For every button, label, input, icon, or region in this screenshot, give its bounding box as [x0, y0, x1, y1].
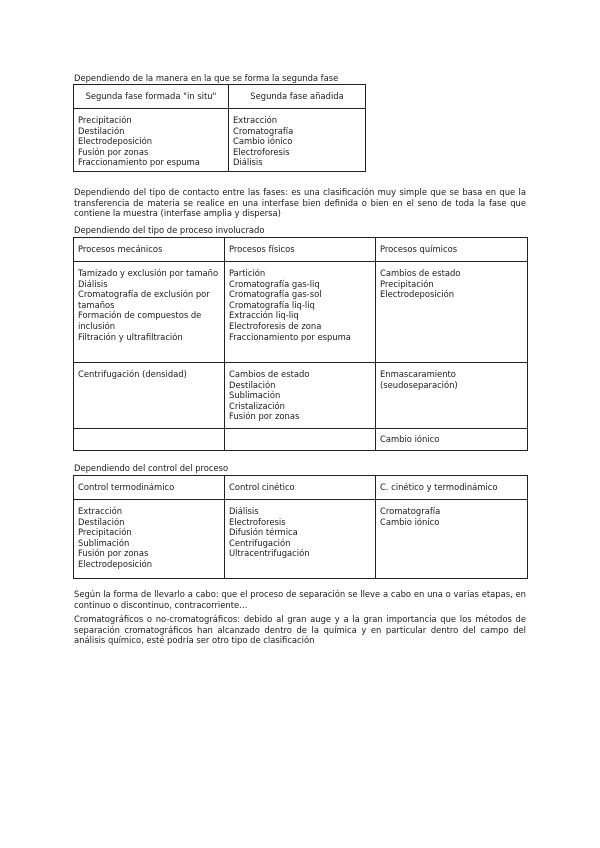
header-mechanical: Procesos mecánicos [74, 238, 225, 262]
paragraph-contact-type: Dependiendo del tipo de contacto entre las fases: es una clasificación muy simple que se basa en que la transferencia de materia se realice en una interfase bien definida o bien en el seno de toda la fase que contiene la muestra (interfase amplia y dispersa) [74, 187, 526, 219]
list-item: Centrifugación [229, 537, 291, 548]
list-item: Partición [229, 268, 266, 278]
list-item: Precipitación [380, 278, 434, 289]
list-item: Electroforesis [233, 146, 290, 157]
list-item: Formación de compuestos de inclusión [78, 310, 202, 331]
list-item: Destilación [78, 125, 125, 136]
cell-added-list [229, 109, 366, 172]
caption-process-control: Dependiendo del control del proceso [74, 463, 229, 473]
list-item: Sublimación [229, 390, 281, 401]
caption-second-phase: Dependiendo de la manera en la que se forma la segunda fase [74, 73, 339, 83]
table-process-type [73, 237, 528, 451]
list-item: Cambios de estado [229, 369, 310, 379]
paragraph-execution-form: Según la forma de llevarlo a cabo: que el proceso de separación se lleve a cabo en una o varias etapas, en continuo o discontinuo, contracorriente… [74, 589, 526, 610]
list-item: Precipitación [78, 115, 132, 125]
list-item: Tamizado y exclusión por tamaño [78, 268, 219, 278]
list-item: Fusión por zonas [78, 548, 149, 559]
list-item: Precipitación [78, 527, 132, 538]
cell-chemical-2 [376, 363, 528, 429]
header-physical: Procesos físicos [225, 238, 376, 262]
list-item: Extracción liq-liq [229, 310, 299, 321]
list-item: Destilación [229, 379, 276, 390]
caption-process-type: Dependiendo del tipo de proceso involucrado [74, 225, 265, 235]
list-item: Extracción [233, 115, 278, 125]
list-item: Filtración y ultrafiltración [78, 331, 183, 342]
list-item: Cromatografía liq-liq [229, 299, 315, 310]
list-item: Electrodeposición [78, 136, 153, 147]
list-item: Cristalización [229, 400, 285, 411]
list-item: Cambio iónico [233, 136, 293, 147]
table-second-phase [73, 84, 366, 172]
cell-thermodynamic-list [74, 500, 225, 579]
header-in-situ: Segunda fase formada "in situ" [74, 85, 229, 109]
list-item: Cromatografía [233, 125, 294, 136]
cell-physical-3 [225, 429, 376, 451]
list-item: Diálisis [229, 506, 259, 516]
cell-chemical-1 [376, 262, 528, 363]
list-item: Electrodeposición [78, 558, 153, 569]
list-item: Difusión térmica [229, 527, 298, 538]
list-item: Electroforesis de zona [229, 320, 322, 331]
list-item: Enmascaramiento (seudoseparación) [380, 369, 458, 390]
header-chemical: Procesos químicos [376, 238, 528, 262]
header-added: Segunda fase añadida [229, 85, 366, 109]
list-item: Diálisis [78, 278, 108, 289]
header-thermodynamic: Control termodinámico [74, 476, 225, 500]
cell-physical-1 [225, 262, 376, 363]
list-item: Destilación [78, 516, 125, 527]
list-item: Cromatografía gas-liq [229, 278, 320, 289]
list-item: Cromatografía de exclusión por tamaños [78, 289, 210, 310]
list-item: Sublimación [78, 537, 130, 548]
cell-chemical-3 [376, 429, 528, 451]
paragraph-chromatographic: Cromatográficos o no-cromatográficos: debido al gran auge y a la gran importancia que los métodos de separación cromatográficos han alcanzado dentro de la química y en particular dentro del campo del análisis químico, esté podría ser otro tipo de clasificación [74, 614, 526, 646]
cell-kinetic-thermodynamic-list [376, 500, 528, 579]
list-item: Centrifugación (densidad) [78, 369, 187, 379]
list-item: Extracción [78, 506, 123, 516]
list-item: Fusión por zonas [229, 411, 300, 422]
list-item: Cambio iónico [380, 434, 440, 445]
list-item: Fusión por zonas [78, 146, 149, 157]
header-kinetic-thermodynamic: C. cinético y termodinámico [376, 476, 528, 500]
list-item: Cambio iónico [380, 516, 440, 527]
list-item: Diálisis [233, 157, 263, 168]
list-item: Cromatografía gas-sol [229, 289, 322, 300]
list-item: Electrodeposición [380, 289, 455, 300]
list-item: Cromatografía [380, 506, 441, 516]
header-kinetic: Control cinético [225, 476, 376, 500]
list-item: Ultracentrifugación [229, 548, 310, 559]
cell-mechanical-3 [74, 429, 225, 451]
list-item: Fraccionamiento por espuma [229, 331, 351, 342]
cell-kinetic-list [225, 500, 376, 579]
cell-in-situ-list [74, 109, 229, 172]
cell-mechanical-2 [74, 363, 225, 429]
cell-physical-2 [225, 363, 376, 429]
table-process-control [73, 475, 528, 579]
list-item: Cambios de estado [380, 268, 461, 278]
cell-mechanical-1 [74, 262, 225, 363]
list-item: Electroforesis [229, 516, 286, 527]
list-item: Fraccionamiento por espuma [78, 157, 200, 168]
